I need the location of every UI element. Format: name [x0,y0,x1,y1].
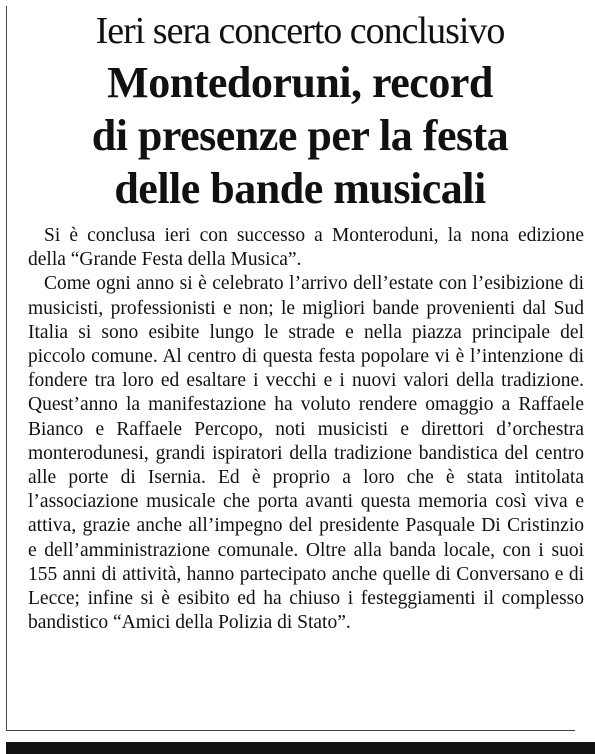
headline-block [10,8,590,215]
headline-line-2: di presenze per la festa [91,111,509,160]
bottom-rule-thick [6,742,595,754]
paragraph-1: Si è conclusa ieri con successo a Monteroduni, la nona edizione della “Grande Festa della Musica”. [28,225,584,271]
headline-line-3: delle bande musicali [114,164,486,213]
article-body [28,224,584,635]
column-rule-left [6,6,7,730]
kicker: Ieri sera concerto conclusivo [95,10,505,52]
headline-line-1: Montedoruni, record [107,58,493,107]
headline [10,56,590,215]
paragraph-2: Come ogni anno si è celebrato l’arrivo dell’estate con l’esibizione di musicisti, professionisti e non; le migliori bande provenienti dal Sud Italia si sono esibite lungo le strade e nella piazza principale del piccolo comune. Al centro di questa festa popolare vi è l’intenzione di fondere tra loro ed esaltare i vecchi e i nuovi valori della tradizione. Quest’anno la manifestazione ha voluto rendere omaggio a Raffaele Bianco e Raffaele Percopo, noti musicisti e direttori d’orchestra monterodunesi, grandi ispiratori della tradizione bandistica del centro alle porte di Isernia. Ed è proprio a loro che è stata intitolata l’associazione musicale che porta avanti questa memoria così viva e attiva, grazie anche all’impegno del presidente Pasquale Di Cristinzio e dell’amministrazione comunale. Oltre alla banda locale, con i suoi 155 anni di attività, hanno partecipato anche quelle di Conversano e di Lecce; infine si è esibito ed ha chiuso i festeggiamenti il complesso bandistico “Amici della Polizia di Stato”. [28,273,584,634]
bottom-rule-thin [6,730,575,731]
